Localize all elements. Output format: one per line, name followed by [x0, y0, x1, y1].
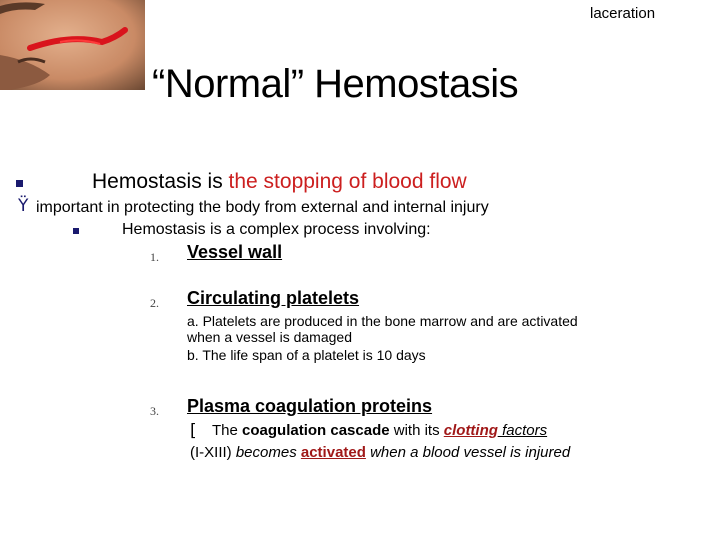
definition-highlight: the stopping of blood flow [228, 170, 467, 193]
item-plasma-coagulation-proteins: Plasma coagulation proteins [187, 396, 433, 416]
slide-title: “Normal” Hemostasis [152, 62, 519, 106]
corner-label: laceration [590, 5, 656, 22]
platelet-note-a-continued: when a vessel is damaged [187, 329, 352, 345]
platelet-note-b: b. The life span of a platelet is 10 days [187, 347, 426, 363]
clotting-term: clotting [443, 422, 498, 439]
bullet-square-small-icon [73, 228, 79, 234]
sub-bullet-icon: Ÿ [18, 196, 29, 216]
bullet-square-icon [16, 180, 23, 187]
cascade-line [212, 422, 547, 439]
activated-term: activated [300, 444, 366, 461]
item-number: 1. [150, 250, 159, 264]
factors-line [190, 444, 570, 461]
cascade-with: with its [389, 422, 444, 439]
becomes-text: becomes [235, 444, 301, 461]
cascade-the: The [212, 422, 243, 439]
item-vessel-wall: Vessel wall [187, 242, 283, 262]
when-injured-text: when a blood vessel is injured [365, 444, 571, 461]
platelet-note-a: a. Platelets are produced in the bone marrow and are activated [187, 313, 578, 329]
arrow-bullet-icon: [ [190, 421, 197, 441]
process-bullet: Hemostasis is a complex process involving: [122, 221, 431, 238]
factors-term: factors [497, 422, 548, 439]
importance-bullet: important in protecting the body from external and internal injury [36, 199, 489, 216]
definition-bullet [92, 170, 467, 194]
definition-text: Hemostasis is [92, 170, 229, 193]
factor-range: (I-XIII) [190, 444, 236, 461]
item-number: 2. [150, 296, 159, 310]
cascade-term: coagulation cascade [242, 422, 390, 439]
laceration-photo [0, 0, 145, 90]
item-number: 3. [150, 404, 159, 418]
item-circulating-platelets: Circulating platelets [187, 288, 360, 308]
